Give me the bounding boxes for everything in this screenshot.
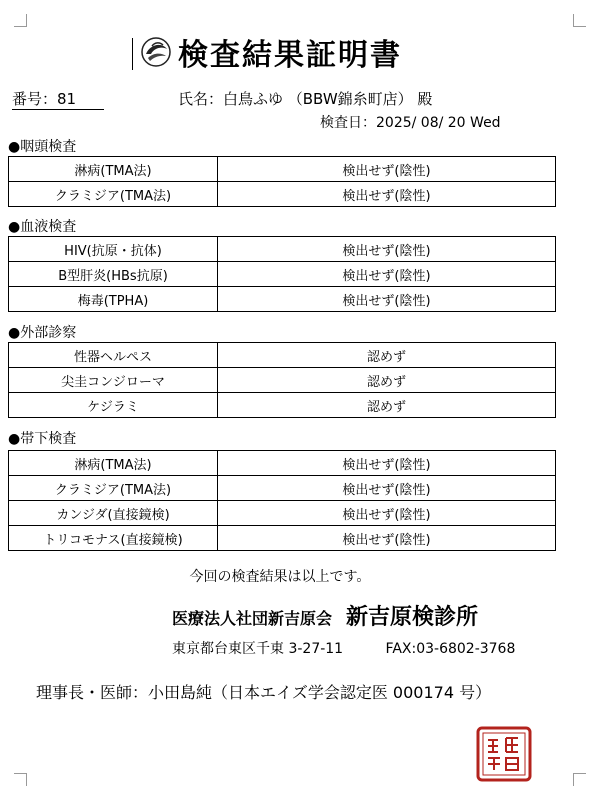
test-result: 検出せず(陰性) — [218, 287, 556, 312]
test-result: 検出せず(陰性) — [218, 262, 556, 287]
test-item: ケジラミ — [9, 393, 218, 418]
test-result: 検出せず(陰性) — [218, 526, 556, 551]
section-heading-blood: ●血液検査 — [8, 219, 77, 235]
page-corner-mark — [573, 14, 586, 27]
patient-name: 氏名：白鳥ふゆ （BBW錦糸町店） 殿 — [178, 90, 433, 108]
page-title: 検査結果証明書 — [178, 38, 402, 73]
page-corner-mark — [14, 773, 27, 786]
test-result: 認めず — [218, 343, 556, 368]
section-heading-throat: ●咽頭検査 — [8, 139, 77, 155]
results-table-discharge — [8, 450, 556, 551]
director-line: 理事長・医師：小田島純（日本エイズ学会認定医 000174 号） — [36, 683, 492, 702]
test-item: 淋病(TMA法) — [9, 451, 218, 476]
text-cursor — [132, 38, 133, 70]
table-row — [9, 451, 556, 476]
test-result: 検出せず(陰性) — [218, 237, 556, 262]
results-table-external — [8, 342, 556, 418]
address-row — [172, 638, 515, 658]
table-row — [9, 287, 556, 312]
test-item: トリコモナス(直接鏡検) — [9, 526, 218, 551]
section-heading-discharge: ●帯下検査 — [8, 431, 77, 447]
table-row — [9, 237, 556, 262]
table-row — [9, 157, 556, 182]
table-row — [9, 526, 556, 551]
test-result: 検出せず(陰性) — [218, 501, 556, 526]
table-row — [9, 182, 556, 207]
page-corner-mark — [573, 773, 586, 786]
footer-note: 今回の検査結果は以上です。 — [189, 569, 371, 585]
test-result: 認めず — [218, 393, 556, 418]
table-row — [9, 476, 556, 501]
table-row — [9, 262, 556, 287]
clinic-fax: FAX:03-6802-3768 — [385, 641, 516, 657]
clinic-seal-stamp-icon — [476, 726, 532, 782]
test-item: 性器ヘルペス — [9, 343, 218, 368]
test-item: B型肝炎(HBs抗原) — [9, 262, 218, 287]
results-table-blood — [8, 236, 556, 312]
title-row — [140, 30, 402, 74]
test-result: 検出せず(陰性) — [218, 476, 556, 501]
test-item: カンジダ(直接鏡検) — [9, 501, 218, 526]
test-item: クラミジア(TMA法) — [9, 476, 218, 501]
results-table-throat — [8, 156, 556, 207]
table-row — [9, 343, 556, 368]
exam-date: 検査日：2025/ 08/ 20 Wed — [320, 115, 501, 131]
clinic-name: 新吉原検診所 — [346, 605, 479, 630]
table-row — [9, 501, 556, 526]
test-result: 検出せず(陰性) — [218, 451, 556, 476]
organization-row — [172, 600, 478, 631]
certificate-number: 番号：81 — [12, 88, 104, 110]
clinic-address: 東京都台東区千東 3-27-11 — [172, 641, 344, 657]
test-item: クラミジア(TMA法) — [9, 182, 218, 207]
test-item: 尖圭コンジローマ — [9, 368, 218, 393]
test-result: 検出せず(陰性) — [218, 182, 556, 207]
test-item: HIV(抗原・抗体) — [9, 237, 218, 262]
test-result: 認めず — [218, 368, 556, 393]
organization-name: 医療法人社団新吉原会 — [172, 609, 333, 628]
page-corner-mark — [14, 14, 27, 27]
table-row — [9, 393, 556, 418]
section-heading-external: ●外部診察 — [8, 325, 77, 341]
test-item: 梅毒(TPHA) — [9, 287, 218, 312]
test-result: 検出せず(陰性) — [218, 157, 556, 182]
test-item: 淋病(TMA法) — [9, 157, 218, 182]
clinic-logo-icon — [140, 36, 172, 68]
table-row — [9, 368, 556, 393]
